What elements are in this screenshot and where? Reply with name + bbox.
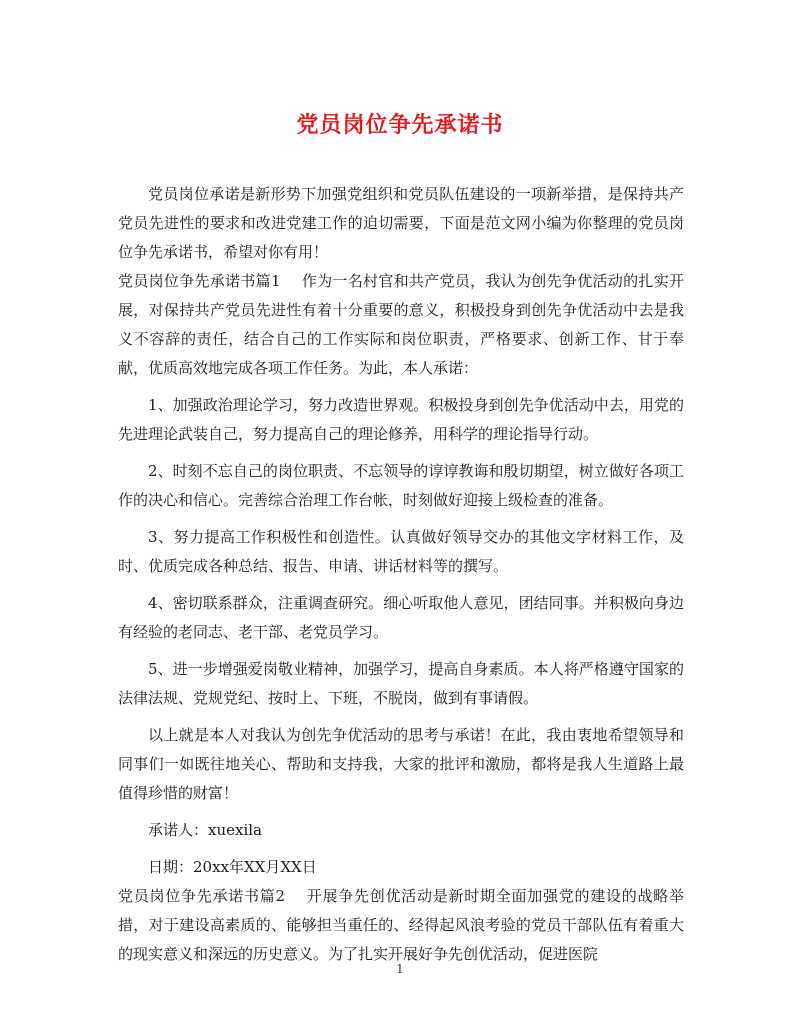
commitment-item-3: 3、努力提高工作积极性和创造性。认真做好领导交办的其他文字材料工作，及时、优质完成各种总结、报告、申请、讲话材料等的撰写。: [118, 528, 684, 575]
commitment-item-5: 5、进一步增强爱岗敬业精神，加强学习，提高自身素质。本人将严格遵守国家的法律法规、党规党纪、按时上、下班，不脱岗，做到有事请假。: [118, 660, 684, 707]
section1-text: 作为一名村官和共产党员，我认为创先争优活动的扎实开展，对保持共产党员先进性有着十分重要的意义，积极投身到创先争优活动中去是我义不容辞的责任，结合自己的工作实际和岗位职责，严格要求、创新工作、甘于奉献，优质高效地完成各项工作任务。为此，本人承诺：: [118, 272, 684, 377]
commitment-item-1: 1、加强政治理论学习，努力改造世界观。积极投身到创先争优活动中去，用党的先进理论武装自己，努力提高自己的理论修养，用科学的理论指导行动。: [118, 396, 684, 443]
section2-heading: 党员岗位争先承诺书篇2: [118, 887, 286, 905]
intro-paragraph: 党员岗位承诺是新形势下加强党组织和党员队伍建设的一项新举措，是保持共产党员先进性的要求和改进党建工作的迫切需要，下面是范文网小编为你整理的党员岗位争先承诺书，希望对你有用！: [118, 185, 684, 261]
commitment-item-2: 2、时刻不忘自己的岗位职责、不忘领导的谆谆教诲和殷切期望，树立做好各项工作的决心和信心。完善综合治理工作台帐，时刻做好迎接上级检查的准备。: [118, 462, 684, 509]
section1-paragraph: [118, 267, 684, 383]
signer-line: 承诺人：xuexila: [148, 821, 262, 839]
page-number: 1: [396, 962, 404, 976]
document-title: 党员岗位争先承诺书: [296, 112, 504, 138]
commitment-item-4: 4、密切联系群众，注重调查研究。细心听取他人意见，团结同事。并积极向身边有经验的老同志、老干部、老党员学习。: [118, 594, 684, 641]
document-body: [118, 180, 684, 969]
closing-paragraph: 以上就是本人对我认为创先争优活动的思考与承诺！在此，我由衷地希望领导和同事们一如既往地关心、帮助和支持我，大家的批评和激励，都将是我人生道路上最值得珍惜的财富！: [118, 726, 684, 802]
section2-text: 开展争先创优活动是新时期全面加强党的建设的战略举措，对于建设高素质的、能够担当重任的、经得起风浪考验的党员干部队伍有着重大的现实意义和深远的历史意义。为了扎实开展好争先创优活动，促进医院: [118, 887, 684, 963]
section1-heading: 党员岗位争先承诺书篇1: [118, 272, 281, 290]
date-line: 日期：20xx年XX月XX日: [148, 858, 317, 876]
section2-paragraph: [118, 882, 684, 969]
